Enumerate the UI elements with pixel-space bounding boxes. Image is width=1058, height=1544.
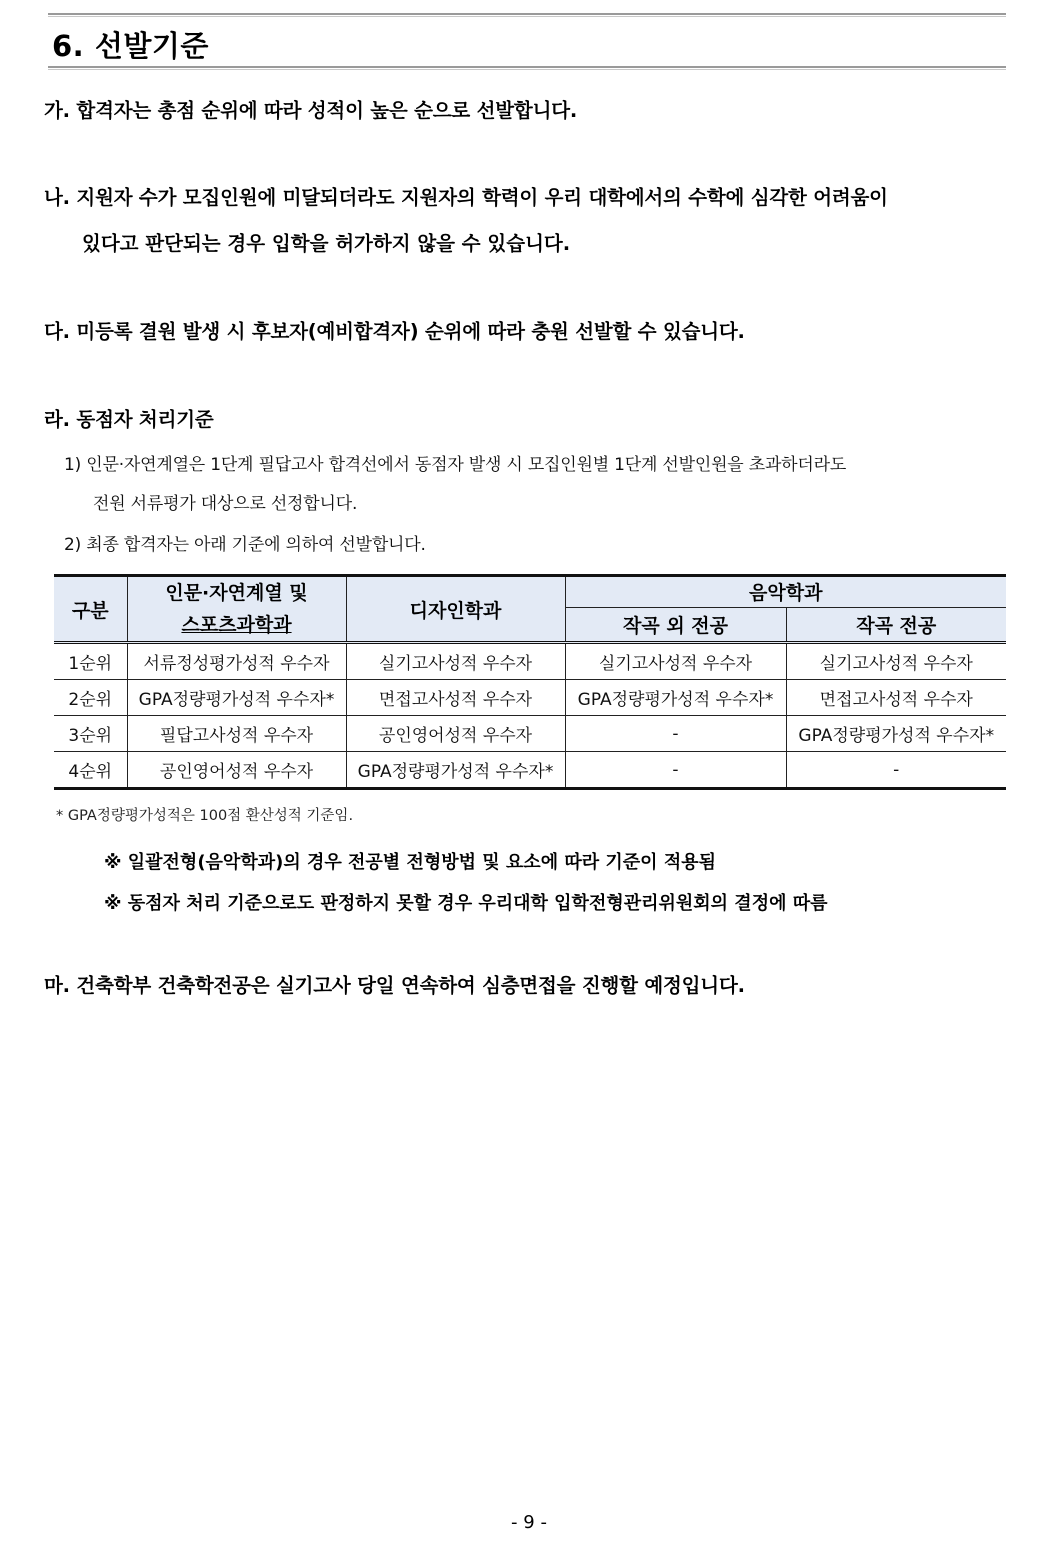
title-top-rule — [48, 13, 1006, 17]
table-row — [54, 643, 1006, 680]
header-humanities-line2: 스포츠과학과 — [181, 614, 292, 636]
ra-item1-line2: 전원 서류평가 대상으로 선정합니다. — [93, 494, 358, 514]
paragraph-ma: 마. 건축학부 건축학전공은 실기고사 당일 연속하여 심층면접을 진행할 예정입니다. — [44, 974, 745, 997]
table-footnote: * GPA정량평가성적은 100점 환산성적 기준임. — [56, 808, 354, 824]
cell-music-non-composition: GPA정량평가성적 우수자* — [565, 680, 786, 716]
header-humanities — [127, 576, 346, 643]
cell-rank: 4순위 — [54, 752, 127, 789]
cell-design: 공인영어성적 우수자 — [346, 716, 565, 752]
section-number: 6. — [52, 29, 85, 63]
table-row — [54, 680, 1006, 716]
cell-design: 실기고사성적 우수자 — [346, 643, 565, 680]
table-row — [54, 716, 1006, 752]
cell-humanities: 필답고사성적 우수자 — [127, 716, 346, 752]
section-title — [52, 24, 209, 65]
table-header-row — [54, 576, 1006, 608]
header-humanities-line1: 인문·자연계열 및 — [165, 582, 308, 604]
paragraph-na-line2: 있다고 판단되는 경우 입학을 허가하지 않을 수 있습니다. — [82, 232, 571, 255]
title-bottom-rule — [48, 66, 1006, 70]
header-design: 디자인학과 — [346, 576, 565, 643]
paragraph-ga: 가. 합격자는 총점 순위에 따라 성적이 높은 순으로 선발합니다. — [44, 99, 578, 122]
table-row — [54, 752, 1006, 789]
cell-music-composition: 면접고사성적 우수자 — [786, 680, 1006, 716]
remark-committee: ※ 동점자 처리 기준으로도 판정하지 못할 경우 우리대학 입학전형관리위원회의 결정에 따름 — [104, 893, 828, 914]
paragraph-na-line1: 나. 지원자 수가 모집인원에 미달되더라도 지원자의 학력이 우리 대학에서의 수학에 심각한 어려움이 — [44, 186, 888, 209]
cell-design: GPA정량평가성적 우수자* — [346, 752, 565, 789]
tie-break-criteria-table — [54, 574, 1006, 790]
cell-music-non-composition: 실기고사성적 우수자 — [565, 643, 786, 680]
cell-design: 면접고사성적 우수자 — [346, 680, 565, 716]
cell-rank: 3순위 — [54, 716, 127, 752]
cell-music-non-composition: - — [565, 752, 786, 789]
paragraph-da: 다. 미등록 결원 발생 시 후보자(예비합격자) 순위에 따라 충원 선발할 수 있습니다. — [44, 320, 745, 343]
ra-item2: 2) 최종 합격자는 아래 기준에 의하여 선발합니다. — [64, 535, 426, 555]
cell-rank: 2순위 — [54, 680, 127, 716]
cell-humanities: GPA정량평가성적 우수자* — [127, 680, 346, 716]
cell-music-composition: GPA정량평가성적 우수자* — [786, 716, 1006, 752]
cell-music-non-composition: - — [565, 716, 786, 752]
cell-rank: 1순위 — [54, 643, 127, 680]
section-title-text: 선발기준 — [94, 29, 209, 63]
remark-music: ※ 일괄전형(음악학과)의 경우 전공별 전형방법 및 요소에 따라 기준이 적용됨 — [104, 852, 716, 873]
cell-music-composition: - — [786, 752, 1006, 789]
header-music: 음악학과 — [565, 576, 1006, 608]
cell-humanities: 서류정성평가성적 우수자 — [127, 643, 346, 680]
header-music-non-composition: 작곡 외 전공 — [565, 607, 786, 642]
paragraph-ra-heading: 라. 동점자 처리기준 — [44, 408, 214, 431]
ra-item1-line1: 1) 인문·자연계열은 1단계 필답고사 합격선에서 동점자 발생 시 모집인원별 1단계 선발인원을 초과하더라도 — [64, 455, 847, 475]
page-number: - 9 - — [511, 1512, 547, 1533]
header-music-composition: 작곡 전공 — [786, 607, 1006, 642]
cell-humanities: 공인영어성적 우수자 — [127, 752, 346, 789]
cell-music-composition: 실기고사성적 우수자 — [786, 643, 1006, 680]
header-division: 구분 — [54, 576, 127, 643]
